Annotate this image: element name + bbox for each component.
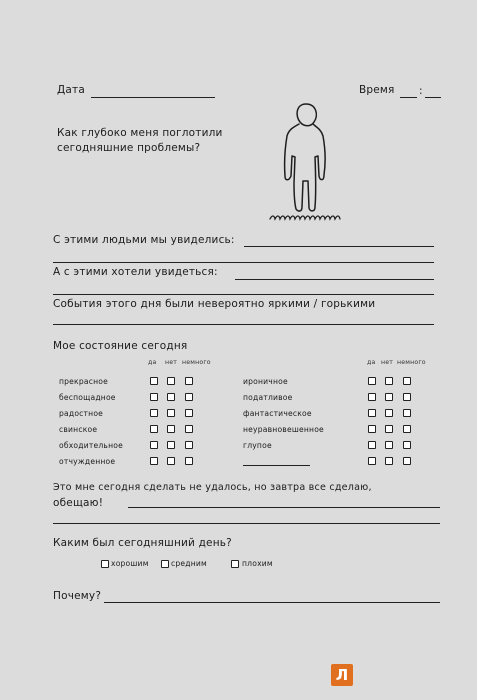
day-bad-checkbox[interactable] (231, 560, 239, 568)
publisher-logo: Л (331, 664, 353, 686)
undone-line1: Это мне сегодня сделать не удалось, но завтра все сделаю, (53, 482, 372, 493)
mood-right-5-no-checkbox[interactable] (385, 441, 393, 449)
mood-right-2-little-checkbox[interactable] (403, 393, 411, 401)
mood-left-label-5: обходительное (59, 441, 123, 450)
mood-left-2-little-checkbox[interactable] (185, 393, 193, 401)
mood-header-little-right: немного (397, 359, 426, 366)
met-people-field-line2[interactable] (53, 262, 434, 263)
mood-left-5-no-checkbox[interactable] (167, 441, 175, 449)
question-depth-line1: Как глубоко меня поглотили (57, 127, 223, 139)
events-label: События этого дня были невероятно яркими / горькими (53, 298, 376, 310)
day-medium-label: средним (171, 559, 207, 568)
mood-left-label-6: отчужденное (59, 457, 116, 466)
mood-right-label-2: податливое (243, 393, 293, 402)
day-bad-label: плохим (242, 559, 273, 568)
time-separator: : (419, 85, 423, 97)
mood-left-6-little-checkbox[interactable] (185, 457, 193, 465)
why-field[interactable] (104, 602, 440, 603)
mood-left-3-little-checkbox[interactable] (185, 409, 193, 417)
mood-left-4-little-checkbox[interactable] (185, 425, 193, 433)
waves-drawing (270, 216, 340, 219)
mood-left-6-no-checkbox[interactable] (167, 457, 175, 465)
mood-left-2-yes-checkbox[interactable] (150, 393, 158, 401)
mood-left-1-no-checkbox[interactable] (167, 377, 175, 385)
mood-left-label-4: свинское (59, 425, 98, 434)
day-good-checkbox[interactable] (101, 560, 109, 568)
met-people-label: С этими людьми мы увиделись: (53, 234, 235, 246)
mood-right-label-5: глупое (243, 441, 272, 450)
mood-left-3-no-checkbox[interactable] (167, 409, 175, 417)
mood-left-5-yes-checkbox[interactable] (150, 441, 158, 449)
mood-right-label-4: неуравновешенное (243, 425, 324, 434)
undone-field[interactable] (128, 507, 440, 508)
wanted-meet-field[interactable] (235, 279, 434, 280)
mood-title: Мое состояние сегодня (53, 340, 188, 352)
mood-right-1-little-checkbox[interactable] (403, 377, 411, 385)
mood-right-3-no-checkbox[interactable] (385, 409, 393, 417)
time-minutes-field[interactable] (425, 97, 441, 98)
mood-header-little-left: немного (182, 359, 211, 366)
time-hours-field[interactable] (400, 97, 417, 98)
why-label: Почему? (53, 590, 102, 602)
mood-right-5-yes-checkbox[interactable] (368, 441, 376, 449)
day-good-label: хорошим (111, 559, 149, 568)
mood-header-no-left: нет (165, 359, 178, 366)
mood-left-3-yes-checkbox[interactable] (150, 409, 158, 417)
events-field[interactable] (53, 324, 434, 325)
mood-right-label-3: фантастическое (243, 409, 312, 418)
mood-right-2-no-checkbox[interactable] (385, 393, 393, 401)
mood-right-custom-field[interactable] (243, 465, 310, 466)
time-label: Время (359, 84, 395, 96)
mood-left-label-3: радостное (59, 409, 104, 418)
mood-header-yes-left: да (148, 359, 157, 366)
mood-header-yes-right: да (367, 359, 376, 366)
mood-right-4-yes-checkbox[interactable] (368, 425, 376, 433)
mood-left-1-yes-checkbox[interactable] (150, 377, 158, 385)
mood-right-1-yes-checkbox[interactable] (368, 377, 376, 385)
mood-left-4-yes-checkbox[interactable] (150, 425, 158, 433)
mood-left-2-no-checkbox[interactable] (167, 393, 175, 401)
mood-header-no-right: нет (381, 359, 394, 366)
mood-right-label-1: ироничное (243, 377, 288, 386)
mood-left-label-1: прекрасное (59, 377, 108, 386)
met-people-field[interactable] (244, 246, 434, 247)
undone-line2: обещаю! (53, 497, 104, 509)
mood-right-2-yes-checkbox[interactable] (368, 393, 376, 401)
wanted-meet-field-line2[interactable] (53, 294, 434, 295)
day-rating-label: Каким был сегодняшний день? (53, 537, 232, 549)
date-label: Дата (57, 84, 85, 96)
mood-right-3-yes-checkbox[interactable] (368, 409, 376, 417)
question-depth-line2: сегодняшние проблемы? (57, 142, 201, 154)
undone-field-line2[interactable] (53, 523, 440, 524)
wanted-meet-label: А с этими хотели увидеться: (53, 266, 218, 278)
mood-left-label-2: беспощадное (59, 393, 116, 402)
mood-right-4-no-checkbox[interactable] (385, 425, 393, 433)
mood-left-6-yes-checkbox[interactable] (150, 457, 158, 465)
mood-right-5-little-checkbox[interactable] (403, 441, 411, 449)
mood-left-4-no-checkbox[interactable] (167, 425, 175, 433)
mood-right-1-no-checkbox[interactable] (385, 377, 393, 385)
date-field[interactable] (91, 97, 215, 98)
mood-left-5-little-checkbox[interactable] (185, 441, 193, 449)
mood-left-1-little-checkbox[interactable] (185, 377, 193, 385)
mood-right-6-no-checkbox[interactable] (385, 457, 393, 465)
mood-right-3-little-checkbox[interactable] (403, 409, 411, 417)
day-medium-checkbox[interactable] (161, 560, 169, 568)
mood-right-4-little-checkbox[interactable] (403, 425, 411, 433)
mood-right-6-little-checkbox[interactable] (403, 457, 411, 465)
mood-right-6-yes-checkbox[interactable] (368, 457, 376, 465)
